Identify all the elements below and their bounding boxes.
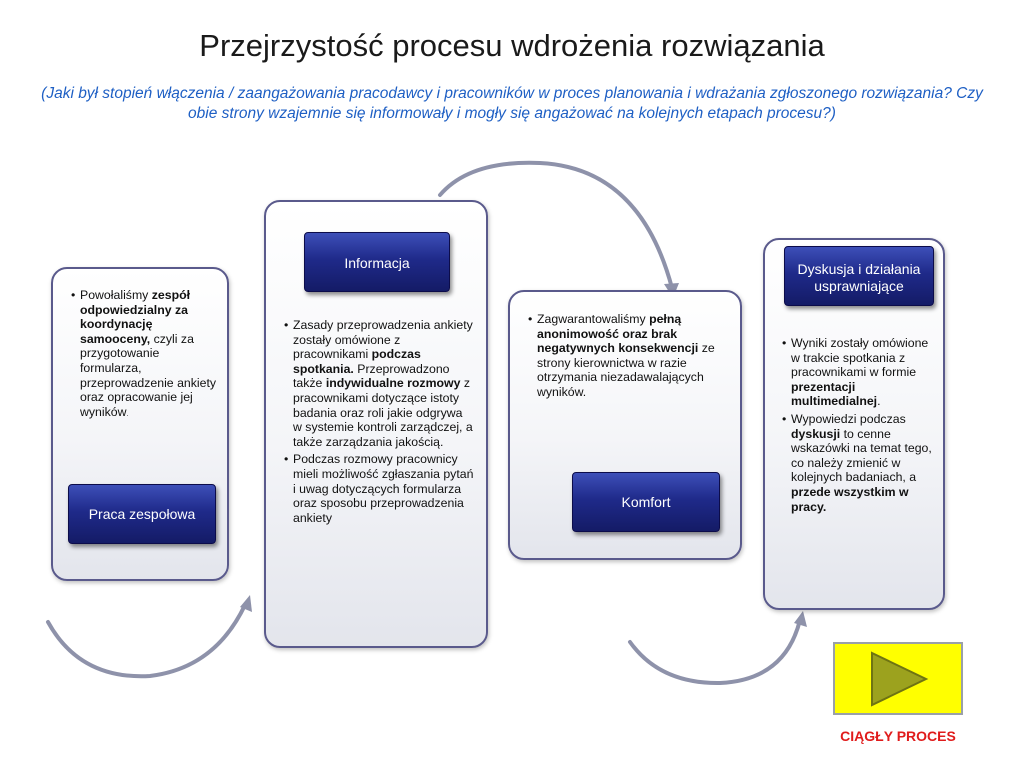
text: Zasady przeprowadzenia ankiety zostały omówione z pracownikami bbox=[293, 318, 473, 362]
curved-arrow-1 bbox=[48, 605, 245, 676]
text: Podczas rozmowy pracownicy mieli możliwość zgłaszania pytań i uwag dotyczących formularza oraz sposobu przeprowadzenia ankiety bbox=[293, 452, 474, 525]
text: Powołaliśmy bbox=[80, 288, 152, 302]
stage-label-dyskusja[interactable] bbox=[784, 246, 934, 306]
stage-label-praca[interactable] bbox=[68, 484, 216, 544]
play-button[interactable] bbox=[833, 642, 963, 715]
stage-label-text: Informacja bbox=[344, 255, 410, 271]
text: czyli za przygotowanie formularza, przeprowadzenie ankiety oraz opracowanie jej wyników bbox=[80, 331, 217, 419]
stage-informacja-bullet-1 bbox=[284, 318, 474, 449]
text: ze strony kierownictwa w razie otrzymania niezadawalających wyników. bbox=[537, 341, 715, 399]
text-bold: podczas spotkania. bbox=[293, 347, 421, 376]
stage-label-text: Dyskusja i działania usprawniające bbox=[797, 261, 921, 294]
text: Zagwarantowaliśmy bbox=[537, 312, 650, 326]
stage-informacja-bullet-2 bbox=[284, 452, 474, 525]
stage-komfort-bullet-1 bbox=[528, 312, 724, 400]
curved-arrow-3 bbox=[630, 620, 800, 683]
text-bold: prezentacji multimedialnej bbox=[791, 379, 878, 409]
page-title: Przejrzystość procesu wdrożenia rozwiązania bbox=[199, 28, 825, 63]
text: z pracownikami dotyczące istoty badania oraz roli jakie odgrywa w systemie kontroli zarządczej, a także zarządzania jakością. bbox=[293, 376, 473, 449]
text-bold: przede wszystkim w pracy. bbox=[791, 484, 909, 514]
text: to cenne wskazówki na temat tego, co należy zmienić w kolejnych badaniach, a bbox=[791, 426, 932, 485]
curved-arrow-1-head bbox=[240, 595, 252, 612]
stage-komfort-list bbox=[528, 312, 724, 403]
stage-informacja-list bbox=[284, 318, 474, 528]
stage-praca-bullet-1 bbox=[71, 288, 219, 422]
text-bold: dyskusji bbox=[791, 426, 841, 441]
page-subtitle: (Jaki był stopień włączenia / zaangażowania pracodawcy i pracowników w proces planowania i wdrażania zgłoszonego rozwiązania? Czy obie strony wzajemnie się informowały i mogły się angażować na kolejnych etapach procesu?) bbox=[41, 85, 983, 122]
text: Przeprowadzono także bbox=[293, 361, 450, 391]
stage-label-text: Praca zespołowa bbox=[88, 505, 196, 522]
stage-dyskusja-list bbox=[782, 336, 936, 517]
stage-praca-list bbox=[71, 288, 219, 425]
stage-dyskusja-bullet-1 bbox=[782, 336, 936, 409]
stage-label-informacja[interactable] bbox=[304, 232, 450, 292]
text: . bbox=[126, 410, 129, 418]
text: Wypowiedzi podczas bbox=[791, 411, 906, 426]
continuous-process-label: CIĄGŁY PROCES bbox=[840, 728, 956, 744]
stage-label-komfort[interactable] bbox=[572, 472, 720, 532]
text: . bbox=[877, 394, 881, 409]
text-bold: indywidualne rozmowy bbox=[325, 376, 461, 391]
stage-label-text: Komfort bbox=[621, 493, 671, 510]
stage-dyskusja-bullet-2 bbox=[782, 412, 936, 514]
curved-arrow-3-head bbox=[794, 611, 807, 627]
text: Wyniki zostały omówione w trakcie spotkania z pracownikami w formie bbox=[791, 336, 929, 380]
text-bold: pełną anonimowość oraz brak negatywnych konsekwencji bbox=[537, 312, 699, 356]
text-bold: zespół odpowiedzialny za koordynację samooceny, bbox=[80, 288, 191, 346]
play-triangle-icon bbox=[866, 651, 930, 707]
